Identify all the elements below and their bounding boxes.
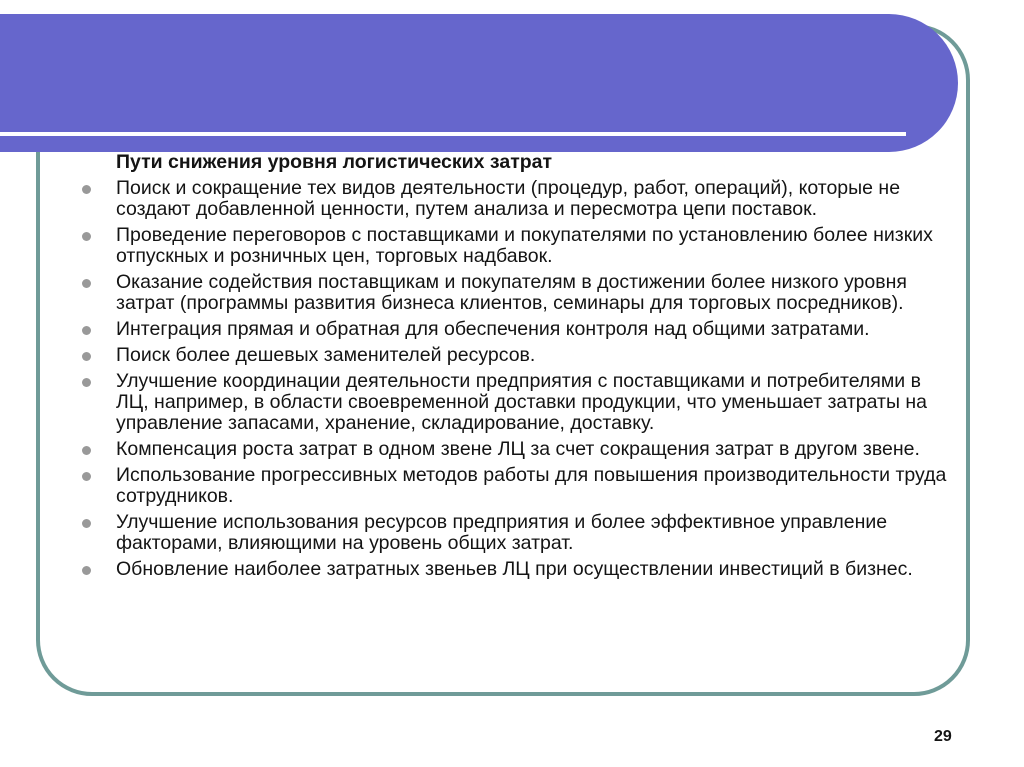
slide-content [78, 152, 948, 585]
bullet-item [78, 371, 948, 434]
bullet-text: Поиск более дешевых заменителей ресурсов. [116, 344, 536, 366]
page-number: 29 [934, 728, 952, 745]
bullet-item [78, 225, 948, 267]
bullet-dot-icon [82, 185, 91, 194]
bullet-dot-icon [82, 472, 91, 481]
bullet-text: Проведение переговоров с поставщиками и покупателями по установлению более низких отпускных и розничных цен, торговых надбавок. [116, 224, 933, 267]
bullet-text: Обновление наиболее затратных звеньев ЛЦ при осуществлении инвестиций в бизнес. [116, 558, 913, 580]
bullet-dot-icon [82, 378, 91, 387]
bullet-text: Оказание содействия поставщикам и покупателям в достижении более низкого уровня затрат (программы развития бизнеса клиентов, семинары для торговых посредников). [116, 271, 907, 314]
bullet-item [78, 559, 948, 580]
bullet-dot-icon [82, 446, 91, 455]
bullet-dot-icon [82, 519, 91, 528]
bullet-dot-icon [82, 566, 91, 575]
bullet-item [78, 465, 948, 507]
bullet-list [78, 178, 948, 580]
bullet-text: Поиск и сокращение тех видов деятельности (процедур, работ, операций), которые не создают добавленной ценности, путем анализа и пересмотра цепи поставок. [116, 177, 901, 220]
bullet-dot-icon [82, 326, 91, 335]
bullet-item [78, 512, 948, 554]
bullet-item [78, 345, 948, 366]
bullet-item [78, 319, 948, 340]
bullet-dot-icon [82, 352, 91, 361]
bullet-text: Использование прогрессивных методов работы для повышения производительности труда сотрудников. [116, 464, 947, 507]
title-underline [0, 132, 906, 136]
bullet-dot-icon [82, 279, 91, 288]
slide-heading: Пути снижения уровня логистических затрат [116, 151, 553, 173]
bullet-dot-icon [82, 232, 91, 241]
bullet-text: Компенсация роста затрат в одном звене ЛЦ за счет сокращения затрат в другом звене. [116, 438, 920, 460]
bullet-text: Интеграция прямая и обратная для обеспечения контроля над общими затратами. [116, 318, 870, 340]
bullet-item [78, 178, 948, 220]
bullet-item [78, 439, 948, 460]
bullet-text: Улучшение координации деятельности предприятия с поставщиками и потребителями в ЛЦ, например, в области своевременной доставки продукции, что уменьшает затраты на управление запасами, хранение, складирование, доставку. [116, 370, 928, 434]
bullet-item [78, 272, 948, 314]
bullet-text: Улучшение использования ресурсов предприятия и более эффективное управление факторами, влияющими на уровень общих затрат. [116, 511, 888, 554]
